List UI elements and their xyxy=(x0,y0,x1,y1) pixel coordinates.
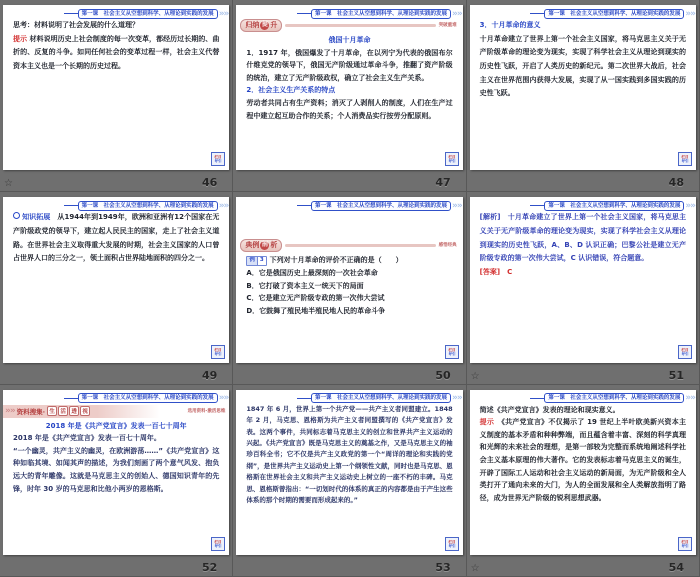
slide-thumbnail-52[interactable] xyxy=(0,385,233,577)
question-text: 下列对十月革命的评价不正确的是（ ） xyxy=(269,256,403,265)
header-rule xyxy=(64,398,78,399)
body-paragraph: 2018 年是《共产党宣言》发表一百七十周年。 xyxy=(13,434,161,443)
slide-header xyxy=(3,5,229,19)
banner-text-right: 升 xyxy=(270,20,278,29)
body-paragraph: “一个幽灵，共产主义的幽灵，在欧洲游荡……”《共产党宣言》这种如临其境、如闻其声的描述，为我们刻画了两个意气风发、抱负远大的青年雕像。这就是马克思主义的创始人、德国知识青年的先锋，时年 30 岁的马克思和比他小两岁的恩格斯。 xyxy=(13,446,220,493)
nav-chip[interactable] xyxy=(678,152,692,166)
nav-chip[interactable] xyxy=(445,537,459,551)
lesson-title-badge: 第一课 社会主义从空想到科学、从理论到实践的发展 xyxy=(78,393,218,403)
page-number: 51 xyxy=(668,368,684,382)
star-icon: ☆ xyxy=(4,178,13,190)
body-paragraph: 1．1917 年，俄国爆发了十月革命，在以列宁为代表的俄国布尔什维克党的领导下，俄国无产阶级通过革命斗争，推翻了资产阶级的统治，建立了无产阶级政权，确立了社会主义生产关系。 xyxy=(246,48,453,82)
header-rule xyxy=(297,13,311,14)
banner-tagline: 突破重难 xyxy=(438,23,457,28)
nav-chip-top-label: 栏目 xyxy=(448,539,456,544)
option-a: A．它是俄国历史上最深刻的一次社会革命 xyxy=(246,268,378,277)
hint-paragraph xyxy=(480,416,686,504)
banner-circle-icon: 剖 xyxy=(261,241,268,249)
sub-heading: 2．社会主义生产关系的特点 xyxy=(246,86,336,95)
nav-chip-top-label: 栏目 xyxy=(448,154,456,160)
slide-header xyxy=(236,390,462,404)
nav-chip-bottom-label: 导引 xyxy=(448,158,456,164)
nav-chip-bottom-label: 导引 xyxy=(681,158,689,164)
lesson-title-badge: 第一课 社会主义从空想到科学、从理论到实践的发展 xyxy=(311,9,451,19)
hint-paragraph xyxy=(13,33,219,74)
double-chevron-icon: »» xyxy=(218,8,229,19)
answer-label: [答案] xyxy=(479,267,501,276)
page-number: 50 xyxy=(435,368,451,382)
star-icon: ☆ xyxy=(470,562,480,574)
double-chevron-icon: »» xyxy=(218,393,229,404)
slide-canvas-49 xyxy=(3,197,229,362)
option-d: D．它鼓舞了殖民地半殖民地人民的革命斗争 xyxy=(246,306,386,315)
double-chevron-icon: »» xyxy=(685,200,695,211)
slide-title: 2018 年是《共产党宣言》发表一百七十周年 xyxy=(45,421,187,430)
knowledge-lead: 知识拓展 xyxy=(22,213,51,222)
double-chevron-icon: »» xyxy=(218,200,229,211)
page-number: 48 xyxy=(668,176,684,190)
nav-chip-bottom-label: 导引 xyxy=(448,543,456,548)
nav-chip[interactable] xyxy=(211,152,225,166)
slide-header xyxy=(236,5,462,19)
knowledge-text: 从1944年到1949年，欧洲和亚洲有12个国家在无产阶级政党的领导下，建立起人民民主的国家，走上了社会主义道路。在世界社会主义取得重大发展的时期，社会主义国家的人口曾占世界人口的三分之一，领土面积占世界陆地面积的四分之一。 xyxy=(13,213,220,263)
ring-icon xyxy=(13,212,20,219)
nav-chip-top-label: 栏目 xyxy=(214,154,222,160)
page-number: 54 xyxy=(668,560,684,574)
double-chevron-icon: »» xyxy=(685,393,695,404)
banner-rule xyxy=(285,24,435,27)
example-chip-char: 例 xyxy=(249,257,255,264)
lesson-title-badge: 第一课 社会主义从空想到科学、从理论到实践的发展 xyxy=(78,9,218,19)
slide-thumbnail-46[interactable] xyxy=(0,0,233,192)
banner-boxed-char: 生 xyxy=(47,406,57,416)
banner-label: 资料搜集· xyxy=(16,407,46,416)
body-paragraph: 1847 年 6 月，世界上第一个共产党——共产主义者同盟建立。1848 年 2 月，马克思、恩格斯为共产主义者同盟撰写的《共产党宣言》发表。这两个事件，共同标志着马克思主义的创立和世界共产主义运动的兴起。《共产党宣言》既是马克思主义的奠基之作，又是马克思主义的袖珍百科全书；它不仅是共产主义政党的第一个“周详的理论和实践的党纲”，是世界共产主义运动史上第一个纲领性文献，同时也是马克思、恩格斯在世界社会主义和共产主义运动史上树立的一座不朽的丰碑。马克思、恩格斯曾指出：“一切划时代的体系的真正的内容都是由于产生这些体系的那个时期的需要而形成起来的。” xyxy=(246,404,453,505)
slide-canvas-46 xyxy=(3,5,229,170)
slide-canvas-48 xyxy=(470,5,696,170)
double-chevron-icon: »» xyxy=(452,393,462,404)
banner-boxed-char: 视 xyxy=(80,406,90,416)
nav-chip[interactable] xyxy=(678,537,692,551)
banner-chevron-icon: »» xyxy=(5,405,15,416)
slide-title: 俄国十月革命 xyxy=(328,36,371,44)
body-paragraph: 劳动者共同占有生产资料；消灭了人剥削人的制度，人们在生产过程中建立起互助合作的关系；个人消费品实行按劳分配原则。 xyxy=(246,98,453,120)
lesson-title-badge: 第一课 社会主义从空想到科学、从理论到实践的发展 xyxy=(544,9,684,19)
lesson-title-badge: 第一课 社会主义从空想到科学、从理论到实践的发展 xyxy=(544,201,684,211)
double-chevron-icon: »» xyxy=(452,200,462,211)
section-banner-pill xyxy=(240,19,282,32)
nav-chip-bottom-label: 导引 xyxy=(681,350,689,356)
option-c: C．它是建立无产阶级专政的第一次伟大尝试 xyxy=(246,294,385,303)
banner-boxed-char: 透 xyxy=(69,406,79,416)
header-rule xyxy=(530,13,544,14)
header-rule xyxy=(64,205,78,206)
slide-header xyxy=(3,197,229,211)
banner-boxed-char: 活 xyxy=(58,406,68,416)
slide-canvas-51 xyxy=(470,197,696,362)
banner-text-left: 归纳 xyxy=(245,20,260,29)
banner-tagline: 选用资料·激活思维 xyxy=(187,409,226,415)
lesson-title-badge: 第一课 社会主义从空想到科学、从理论到实践的发展 xyxy=(544,393,684,403)
banner-text-right: 析 xyxy=(270,240,278,249)
think-question: 思考：材料说明了社会发展的什么道理？ xyxy=(13,21,139,29)
slide-thumbnail-48[interactable] xyxy=(467,0,700,192)
header-rule xyxy=(297,205,311,206)
section-banner xyxy=(240,239,458,251)
page-number: 53 xyxy=(435,560,451,574)
star-icon: ☆ xyxy=(470,370,480,382)
nav-chip-bottom-label: 导引 xyxy=(214,350,222,356)
slide-canvas-50 xyxy=(236,197,462,362)
nav-chip-bottom-label: 导引 xyxy=(214,543,222,548)
page-number: 47 xyxy=(435,176,451,190)
page-number: 49 xyxy=(202,368,218,382)
nav-chip-bottom-label: 导引 xyxy=(214,158,222,164)
header-rule xyxy=(64,13,78,14)
nav-chip[interactable] xyxy=(211,537,225,551)
hint-text: 《共产党宣言》不仅揭示了 19 世纪上半叶欧美新兴资本主义制度的基本矛盾和种种弊端，而且蕴含着丰富、深刻的科学真理和光辉的未来社会的理想，是第一部较为完整而系统地阐述科学社会主义基本原理的伟大著作。它的发表标志着马克思主义的诞生，开辟了国际工人运动和社会主义运动的新局面，为无产阶级和全人类打开了通向未来的大门，为人的全面发展和全人类解放指明了路径，成为世界无产阶级的锐利思想武器。 xyxy=(479,418,686,502)
slide-header xyxy=(470,390,696,404)
hint-text: 材料说明历史上社会制度的每一次变革，都经历过长期的、曲折的、反复的斗争。如同任何社会的变革过程一样，社会主义代替资本主义也是一个长期的历史过程。 xyxy=(13,34,220,70)
hint-label: 提示 xyxy=(13,34,28,43)
section-banner xyxy=(240,19,458,31)
task-question: 简述《共产党宣言》发表的理论和现实意义。 xyxy=(479,405,620,414)
nav-chip-top-label: 栏目 xyxy=(681,539,689,544)
banner-text-left: 典例 xyxy=(245,240,260,249)
slide-header xyxy=(236,197,462,211)
nav-chip-top-label: 栏目 xyxy=(681,154,689,160)
slide-canvas-53 xyxy=(236,390,462,555)
hint-label: 提示 xyxy=(479,418,495,427)
example-chip xyxy=(246,256,266,266)
answer-value: C xyxy=(507,267,513,276)
nav-chip[interactable] xyxy=(211,345,225,359)
slide-canvas-54 xyxy=(470,390,696,555)
header-rule xyxy=(530,205,544,206)
sub-heading: 3．十月革命的意义 xyxy=(479,21,541,29)
nav-chip-bottom-label: 导引 xyxy=(681,543,689,548)
section-banner xyxy=(3,405,227,418)
nav-chip[interactable] xyxy=(445,345,459,359)
banner-tagline: 感悟经典 xyxy=(438,243,457,249)
example-chip-number: 3 xyxy=(257,257,266,265)
analysis-paragraph xyxy=(480,211,686,266)
banner-circle-icon: 提 xyxy=(261,21,268,28)
nav-chip[interactable] xyxy=(678,345,692,359)
slide-header xyxy=(3,390,229,404)
slide-header xyxy=(470,197,696,211)
banner-rule xyxy=(285,244,435,247)
slide-thumbnail-53[interactable] xyxy=(233,385,466,577)
analysis-label: [解析] xyxy=(479,213,501,222)
nav-chip-top-label: 栏目 xyxy=(681,346,689,352)
lesson-title-badge: 第一课 社会主义从空想到科学、从理论到实践的发展 xyxy=(311,393,451,403)
slide-thumbnail-47[interactable] xyxy=(233,0,466,192)
lesson-title-badge: 第一课 社会主义从空想到科学、从理论到实践的发展 xyxy=(311,201,451,211)
double-chevron-icon: »» xyxy=(685,8,695,19)
slide-thumbnail-51[interactable] xyxy=(467,192,700,384)
example-question xyxy=(246,254,452,267)
page-number: 52 xyxy=(202,560,218,574)
nav-chip[interactable] xyxy=(445,152,459,166)
page-number: 46 xyxy=(202,176,218,190)
knowledge-paragraph xyxy=(13,211,219,266)
slide-header xyxy=(470,5,696,19)
slide-thumbnail-49[interactable] xyxy=(0,192,233,384)
nav-chip-top-label: 栏目 xyxy=(448,346,456,352)
double-chevron-icon: »» xyxy=(452,8,462,19)
header-rule xyxy=(297,398,311,399)
answer-line xyxy=(480,266,686,280)
slide-canvas-52 xyxy=(3,390,229,555)
slide-thumbnail-54[interactable] xyxy=(467,385,700,577)
slide-canvas-47 xyxy=(236,5,462,170)
analysis-text: 十月革命建立了世界上第一个社会主义国家，将马克思主义关于无产阶级革命的理论变为现实，实现了科学社会主义从理论到现实的历史性飞跃，A、B、D 认识正确；巴黎公社是建立无产阶级专政的第一次伟大尝试，C 认识错误，符合题意。 xyxy=(479,213,686,263)
section-banner-pill xyxy=(240,239,282,252)
header-rule xyxy=(530,398,544,399)
nav-chip-top-label: 栏目 xyxy=(214,539,222,544)
slide-thumbnail-50[interactable] xyxy=(233,192,466,384)
option-b: B．它打破了资本主义一统天下的局面 xyxy=(246,281,364,290)
nav-chip-top-label: 栏目 xyxy=(214,346,222,352)
nav-chip-bottom-label: 导引 xyxy=(448,350,456,356)
body-paragraph: 十月革命建立了世界上第一个社会主义国家，将马克思主义关于无产阶级革命的理论变为现实，实现了科学社会主义从理论到现实的历史性飞跃，开启了人类历史的新纪元。第二次世界大战后，社会主义在世界范围内获得大发展，实现了从一国实践到多国实践的历史性飞跃。 xyxy=(479,34,686,98)
lesson-title-badge: 第一课 社会主义从空想到科学、从理论到实践的发展 xyxy=(78,201,218,211)
